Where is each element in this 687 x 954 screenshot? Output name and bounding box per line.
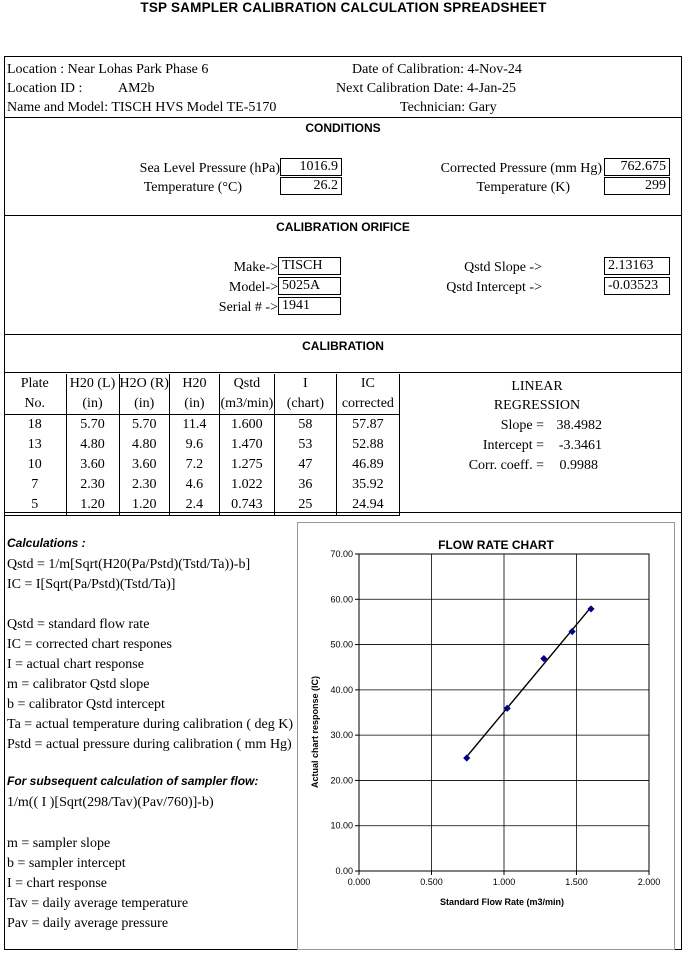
chart-y-tick-label: 60.00 [330,594,353,605]
chart-x-tick-label: 0.000 [347,877,371,887]
make-value: TISCH [278,257,341,275]
regression-heading: LINEAR [511,379,563,394]
calculations-heading: Calculations : [7,536,86,550]
cell-qstd: 1.470 [219,435,274,455]
temperature-c-value: 26.2 [280,177,342,195]
cell-h2o-left: 5.70 [66,415,119,436]
regression-slope-value: 38.4982 [556,418,602,433]
definition-line: Pstd = actual pressure during calibration ( mm Hg) [7,737,292,752]
chart-title: FLOW RATE CHART [438,538,554,552]
header-h2o-left: H20 (L) [66,374,119,394]
orifice-heading: CALIBRATION ORIFICE [276,220,410,234]
header-qstd-unit: (m3/min) [219,394,274,415]
table-row [4,415,399,436]
serial-label: Serial # -> [218,300,278,315]
subsequent-heading: For subsequent calculation of sampler flow: [7,774,259,788]
next-calibration-date: Next Calibration Date: 4-Jan-25 [336,81,517,96]
table-row [4,475,399,495]
cell-plate: 13 [4,435,66,455]
header-h2o-left-unit: (in) [66,394,119,415]
definition-line: IC = corrected chart respones [7,637,172,652]
divider [4,334,682,335]
table-row [4,435,399,455]
calibration-heading: CALIBRATION [302,339,384,353]
definition-line: I = chart response [7,876,108,891]
table-row [4,455,399,475]
cell-plate: 18 [4,415,66,436]
model-label: Model-> [228,280,278,295]
sea-level-pressure-label: Sea Level Pressure (hPa) [139,161,280,176]
divider [4,372,682,373]
table-header-row [4,394,399,415]
cell-plate: 5 [4,495,66,516]
cell-h2o-right: 4.80 [119,435,169,455]
header-qstd: Qstd [219,374,274,394]
qstd-slope-label: Qstd Slope -> [464,260,542,275]
cell-i: 53 [274,435,336,455]
chart-x-tick-label: 2.000 [637,877,661,887]
chart-y-tick-label: 70.00 [330,549,353,559]
regression-intercept-label: Intercept = [482,438,544,453]
header-plate-unit: No. [4,394,66,415]
cell-h2o-right: 1.20 [119,495,169,516]
definition-line: I = actual chart response [7,657,144,672]
regression-heading-2: REGRESSION [493,398,581,413]
temperature-c-label: Temperature (°C) [143,180,242,195]
definition-line: Pav = daily average pressure [7,916,169,931]
chart-data-point [463,754,470,761]
regression-slope-label: Slope = [500,418,544,433]
header-ic: IC [336,374,399,394]
temperature-k-value: 299 [604,177,670,195]
chart-y-tick-label: 30.00 [330,730,353,741]
cell-qstd: 0.743 [219,495,274,516]
chart-y-tick-label: 10.00 [330,820,353,831]
definition-line: b = sampler intercept [7,856,126,871]
sampler-flow-formula: 1/m(( I )[Sqrt(298/Tav)(Pav/760)]-b) [7,795,214,810]
cell-h2o-right: 3.60 [119,455,169,475]
header-plate: Plate [4,374,66,394]
location-id-value: AM2b [118,81,155,96]
cell-h2o-left: 3.60 [66,455,119,475]
chart-x-axis-label: Standard Flow Rate (m3/min) [439,897,565,907]
flow-rate-chart-svg [298,523,674,949]
formula-qstd: Qstd = 1/m[Sqrt(H20(Pa/Pstd)(Tstd/Ta))-b] [7,557,251,572]
cell-i: 47 [274,455,336,475]
cell-qstd: 1.275 [219,455,274,475]
chart-data-point [569,628,576,635]
regression-corr-value: 0.9988 [559,458,598,473]
chart-x-tick-label: 1.500 [565,877,588,887]
cell-h2o-left: 4.80 [66,435,119,455]
header-h2o: H20 [169,374,219,394]
corrected-pressure-label: Corrected Pressure (mm Hg) [440,161,602,176]
cell-h2o-left: 2.30 [66,475,119,495]
header-h2o-right-unit: (in) [119,394,169,415]
calibration-table [4,374,400,516]
corrected-pressure-value: 762.675 [604,158,670,176]
serial-value: 1941 [278,297,341,315]
cell-h2o: 9.6 [169,435,219,455]
cell-i: 25 [274,495,336,516]
chart-y-tick-label: 40.00 [330,684,353,695]
regression-corr-label: Corr. coeff. = [468,458,544,473]
cell-h2o: 11.4 [169,415,219,436]
cell-qstd: 1.022 [219,475,274,495]
divider [4,215,682,216]
cell-h2o: 7.2 [169,455,219,475]
header-h2o-right: H2O (R) [119,374,169,394]
conditions-heading: CONDITIONS [305,121,381,135]
cell-h2o-right: 5.70 [119,415,169,436]
chart-x-tick-label: 0.500 [420,877,443,887]
cell-h2o-right: 2.30 [119,475,169,495]
cell-ic: 46.89 [336,455,399,475]
chart-y-tick-label: 0.00 [335,866,353,876]
cell-ic: 24.94 [336,495,399,516]
chart-y-tick-label: 50.00 [330,639,353,650]
divider [4,117,682,118]
table-header-row [4,374,399,394]
cell-i: 36 [274,475,336,495]
cell-i: 58 [274,415,336,436]
make-label: Make-> [233,260,278,275]
header-ic-unit: corrected [336,394,399,415]
cell-plate: 10 [4,455,66,475]
chart-data-point [587,605,594,612]
chart-y-tick-label: 20.00 [330,775,353,786]
qstd-slope-value: 2.13163 [604,257,670,275]
qstd-intercept-label: Qstd Intercept -> [446,280,542,295]
definition-line: m = calibrator Qstd slope [7,677,150,692]
flow-rate-chart [297,522,675,950]
cell-ic: 57.87 [336,415,399,436]
cell-ic: 52.88 [336,435,399,455]
technician: Technician: Gary [400,100,497,115]
cell-h2o-left: 1.20 [66,495,119,516]
definition-line: b = calibrator Qstd intercept [7,697,165,712]
header-i-unit: (chart) [274,394,336,415]
definition-line: m = sampler slope [7,836,111,851]
qstd-intercept-value: -0.03523 [604,277,670,295]
cell-plate: 7 [4,475,66,495]
chart-y-axis-label: Actual chart response (IC) [310,675,320,789]
divider [4,512,682,513]
cell-h2o: 2.4 [169,495,219,516]
page-title: TSP SAMPLER CALIBRATION CALCULATION SPREADSHEET [140,0,547,15]
date-of-calibration: Date of Calibration: 4-Nov-24 [352,62,522,77]
chart-x-tick-label: 1.000 [492,877,516,887]
formula-ic: IC = I[Sqrt(Pa/Pstd)(Tstd/Ta)] [7,577,176,592]
location-text: Location : Near Lohas Park Phase 6 [7,62,209,77]
sea-level-pressure-value: 1016.9 [280,158,342,176]
cell-h2o: 4.6 [169,475,219,495]
location-id-label: Location ID : [7,81,83,96]
definition-line: Tav = daily average temperature [7,896,189,911]
header-i: I [274,374,336,394]
temperature-k-label: Temperature (K) [476,180,570,195]
definition-line: Ta = actual temperature during calibration ( deg K) [7,717,294,732]
definition-line: Qstd = standard flow rate [7,617,150,632]
model-value: 5025A [278,277,341,295]
cell-qstd: 1.600 [219,415,274,436]
header-h2o-unit: (in) [169,394,219,415]
regression-intercept-value: -3.3461 [558,438,602,453]
name-model-text: Name and Model: TISCH HVS Model TE-5170 [7,100,277,115]
cell-ic: 35.92 [336,475,399,495]
